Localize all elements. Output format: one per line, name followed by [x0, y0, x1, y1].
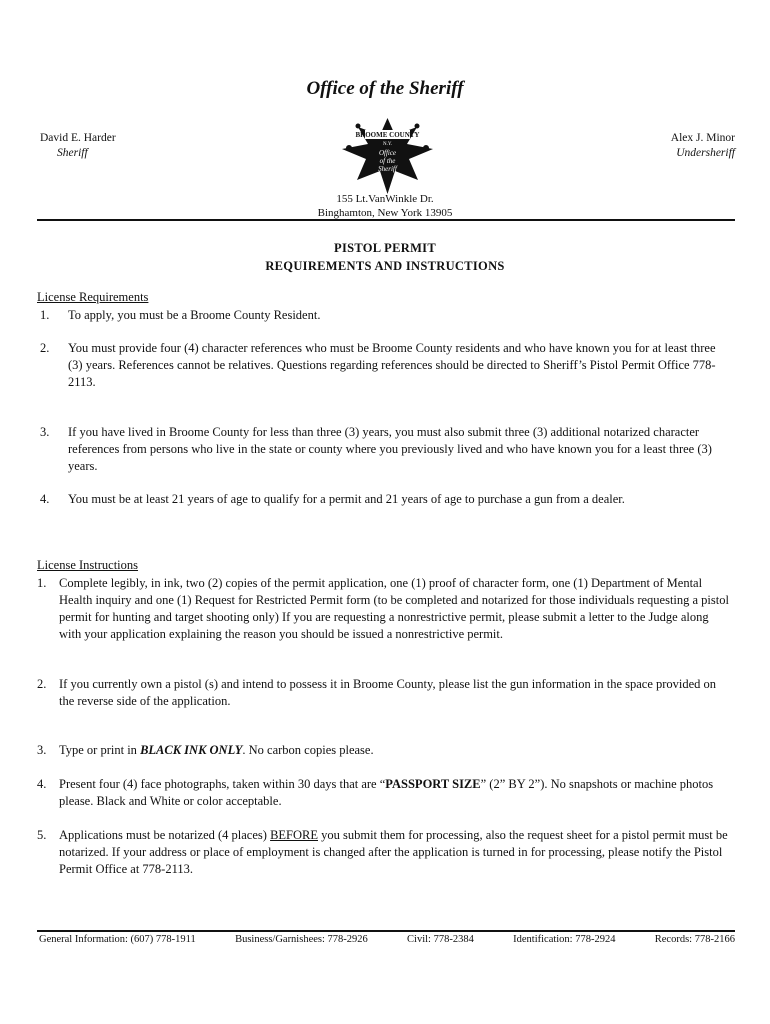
- requirement-text: You must be at least 21 years of age to qualify for a permit and 21 years of age to purchase a gun from a dealer.: [68, 492, 625, 506]
- footer-records: Records: 778-2166: [654, 934, 735, 945]
- instruction-item: [37, 676, 729, 710]
- document-title-line2: REQUIREMENTS AND INSTRUCTIONS: [265, 259, 505, 273]
- instruction-item: [37, 776, 729, 810]
- instructions-heading: License Instructions: [37, 558, 139, 572]
- instruction-number: 4.: [37, 777, 47, 791]
- requirement-item: [37, 491, 727, 508]
- header-divider: [37, 219, 735, 221]
- sheriff-role: Sheriff: [57, 147, 88, 159]
- requirement-text: If you have lived in Broome County for less than three (3) years, you must also submit three (3) additional notarized character references from persons who live in the state or county where you previously lived and who have known you for a least three (3) years.: [68, 425, 712, 473]
- instruction-text: [59, 827, 729, 878]
- requirement-text: You must provide four (4) character references who must be Broome County residents and who have known you for at least three (3) years. References cannot be relatives. Questions regarding references should be directed to Sheriff’s Pistol Permit Office 778-2113.: [68, 341, 716, 389]
- footer-business: Business/Garnishees: 778-2926: [235, 934, 368, 945]
- instruction-number: 5.: [37, 828, 47, 842]
- instruction-item: [37, 575, 729, 643]
- instruction-text-part: . No carbon copies please.: [242, 743, 374, 757]
- requirement-number: 2.: [40, 341, 50, 355]
- instruction-text-part: ” (2” BY 2”). No snapshots or machine photos please. Black and White or color acceptable.: [59, 777, 714, 808]
- document-title: [0, 239, 770, 275]
- instruction-text: [59, 742, 729, 759]
- requirement-item: [37, 307, 727, 324]
- document-title-line1: PISTOL PERMIT: [334, 241, 436, 255]
- instruction-text: [59, 776, 729, 810]
- requirement-number: 1.: [40, 308, 50, 322]
- badge-office-text: Office: [378, 149, 397, 157]
- badge-state-text: N.Y.: [382, 142, 393, 147]
- instruction-text-part: Present four (4) face photographs, taken within 30 days that are “: [59, 777, 386, 791]
- sheriff-badge-logo: [340, 117, 435, 195]
- instruction-text-part: you submit them for processing, also the request sheet for a pistol permit must be notarized. If your address or place of employment is changed after the application is turned in for processing, please notify the Pistol Permit Office at 778-2113.: [59, 828, 728, 876]
- requirements-heading: License Requirements: [37, 290, 149, 304]
- instruction-number: 2.: [37, 677, 47, 691]
- badge-sheriff-text: Sheriff: [378, 165, 397, 173]
- footer-identification: Identification: 778-2924: [513, 934, 616, 945]
- instruction-number: 1.: [37, 576, 47, 590]
- sheriff-name: David E. Harder: [40, 132, 116, 144]
- footer-civil: Civil: 778-2384: [407, 934, 474, 945]
- emphasis-text: BEFORE: [270, 828, 318, 842]
- requirement-number: 4.: [40, 492, 50, 506]
- office-address: [0, 192, 770, 220]
- instruction-text-part: Type or print in: [59, 743, 141, 757]
- requirement-item: [37, 424, 727, 475]
- requirement-number: 3.: [40, 425, 50, 439]
- instruction-number: 3.: [37, 743, 47, 757]
- address-city: Binghamton, New York 13905: [317, 207, 453, 219]
- footer-general: General Information: (607) 778-1911: [39, 934, 196, 945]
- instruction-text: If you currently own a pistol (s) and intend to possess it in Broome County, please list the gun information in the space provided on the reverse side of the application.: [59, 677, 717, 708]
- requirement-text: To apply, you must be a Broome County Resident.: [68, 308, 321, 322]
- instruction-text-part: Applications must be notarized (4 places): [59, 828, 271, 842]
- sheriff-block: [40, 131, 116, 161]
- undersheriff-role: Undersheriff: [676, 147, 735, 159]
- instruction-item: [37, 742, 729, 759]
- emphasis-text: PASSPORT SIZE: [385, 777, 481, 791]
- address-street: 155 Lt.VanWinkle Dr.: [336, 193, 434, 205]
- emphasis-text: BLACK INK ONLY: [140, 743, 243, 757]
- badge-ofthe-text: of the: [379, 157, 396, 165]
- office-title: Office of the Sheriff: [306, 78, 464, 99]
- undersheriff-name: Alex J. Minor: [670, 132, 735, 144]
- requirement-item: [37, 340, 727, 391]
- undersheriff-block: [671, 131, 735, 161]
- instruction-item: [37, 827, 729, 878]
- instruction-text: Complete legibly, in ink, two (2) copies of the permit application, one (1) proof of character form, one (1) Department of Mental Health inquiry and one (1) Request for Restricted Permit form (to be completed and notarized for those individuals requesting a pistol permit for hunting and target shooting only) If you are requesting a nonrestrictive permit, please submit a letter to the Judge along with your application explaining the reason you should be issued a nonrestrictive permit.: [59, 576, 729, 641]
- footer-divider: [37, 930, 735, 932]
- badge-county-text: BROOME COUNTY: [355, 131, 420, 139]
- footer-contacts: [39, 934, 735, 945]
